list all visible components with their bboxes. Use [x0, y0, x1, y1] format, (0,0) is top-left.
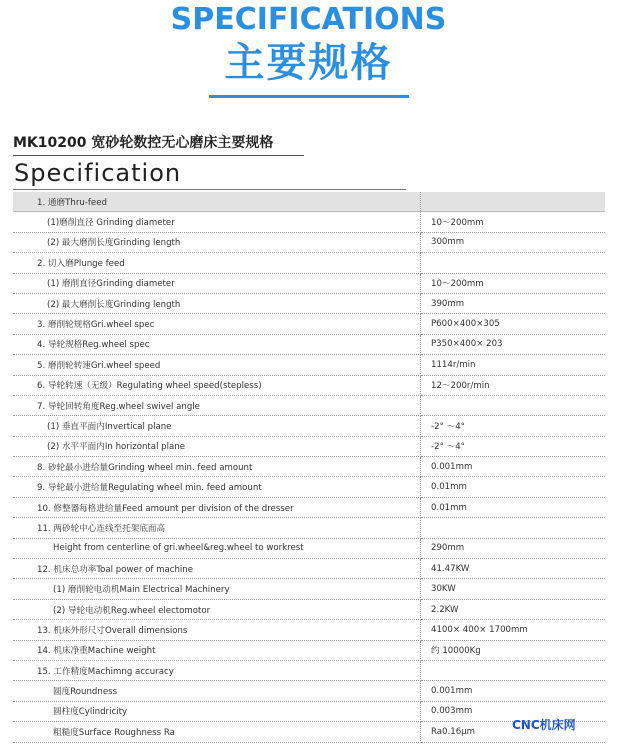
- spec-value: 1114r/min: [421, 355, 606, 375]
- spec-label: 5. 磨削轮转速Gri.wheel speed: [13, 355, 421, 375]
- spec-value: 300mm: [421, 232, 606, 252]
- spec-label: 圆柱度Cylindricity: [13, 701, 421, 721]
- spec-value: 4100× 400× 1700mm: [421, 620, 606, 640]
- spec-row: [13, 436, 605, 456]
- spec-value: 0.01mm: [421, 477, 606, 497]
- spec-row: [13, 620, 605, 640]
- spec-label: 1. 通磨Thru-feed: [13, 192, 421, 212]
- spec-value: [421, 395, 606, 415]
- spec-label: (2) 导轮电动机Reg.wheel electomotor: [13, 599, 421, 619]
- header-title-cn: 主要规格: [224, 40, 393, 86]
- spec-title: Specification: [14, 159, 182, 187]
- spec-value: 30KW: [421, 579, 606, 599]
- spec-label: 12. 机床总功率Toal power of machine: [13, 559, 421, 579]
- spec-table: [13, 192, 605, 743]
- spec-row: [13, 375, 605, 395]
- spec-row: [13, 681, 605, 701]
- spec-table-body: [13, 192, 605, 742]
- spec-value: P600×400×305: [421, 314, 606, 334]
- spec-label: 6. 导轮转速（无级）Regulating wheel speed(stepless): [13, 375, 421, 395]
- spec-row: [13, 192, 605, 212]
- spec-value: 0.001mm: [421, 457, 606, 477]
- model-title-underline: [13, 155, 304, 156]
- spec-label: (2) 最大磨削长度Grinding length: [13, 232, 421, 252]
- spec-value: 10～200mm: [421, 212, 606, 232]
- spec-value: -2° ～4°: [421, 416, 606, 436]
- spec-value: P350×400× 203: [421, 334, 606, 354]
- spec-label: 粗糙度Surface Roughness Ra: [13, 722, 421, 742]
- spec-label: (1) 磨削轮电动机Main Electrical Machinery: [13, 579, 421, 599]
- spec-row: [13, 314, 605, 334]
- spec-label: (1) 垂直平面内Invertical plane: [13, 416, 421, 436]
- spec-row: [13, 293, 605, 313]
- spec-row: [13, 579, 605, 599]
- spec-row: [13, 232, 605, 252]
- spec-label: (2) 最大磨削长度Grinding length: [13, 293, 421, 313]
- spec-label: 9. 导轮最小进给量Regulating wheel min. feed amount: [13, 477, 421, 497]
- spec-value: 0.01mm: [421, 497, 606, 517]
- spec-label: Height from centerline of gri.wheel&reg.wheel to workrest: [13, 538, 421, 558]
- spec-label: 15. 工作精度Machimng accuracy: [13, 660, 421, 680]
- spec-row: [13, 477, 605, 497]
- spec-row: [13, 599, 605, 619]
- model-title: MK10200 宽砂轮数控无心磨床主要规格: [13, 135, 274, 151]
- spec-label: 2. 切入磨Plunge feed: [13, 253, 421, 273]
- spec-value: [421, 660, 606, 680]
- spec-value: 290mm: [421, 538, 606, 558]
- spec-label: (1) 磨削直径Grinding diameter: [13, 273, 421, 293]
- header-underline: [209, 95, 409, 98]
- spec-label: 4. 导轮规格Reg.wheel spec: [13, 334, 421, 354]
- spec-row: [13, 497, 605, 517]
- spec-row: [13, 457, 605, 477]
- spec-row: [13, 273, 605, 293]
- spec-value: 0.003mm: [421, 701, 606, 721]
- spec-row: [13, 559, 605, 579]
- spec-row: [13, 416, 605, 436]
- spec-value: 41.47KW: [421, 559, 606, 579]
- spec-row: [13, 395, 605, 415]
- spec-value: 10～200mm: [421, 273, 606, 293]
- spec-value: 390mm: [421, 293, 606, 313]
- spec-value: [421, 253, 606, 273]
- spec-value: 约 10000Kg: [421, 640, 606, 660]
- spec-row: [13, 334, 605, 354]
- spec-label: 圆度Roundness: [13, 681, 421, 701]
- watermark: CNC机床网: [512, 718, 576, 732]
- spec-row: [13, 640, 605, 660]
- spec-label: 13. 机床外形尺寸Overall dimensions: [13, 620, 421, 640]
- spec-label: 3. 磨削轮规格Gri.wheel spec: [13, 314, 421, 334]
- spec-label: 10. 修整器每格进给量Feed amount per division of the dresser: [13, 497, 421, 517]
- spec-row: [13, 253, 605, 273]
- spec-label: 14. 机床净重Machine weight: [13, 640, 421, 660]
- spec-row: [13, 355, 605, 375]
- spec-row: [13, 212, 605, 232]
- spec-label: 7. 导轮回转角度Reg.wheel swivel angle: [13, 395, 421, 415]
- spec-value: [421, 192, 606, 212]
- spec-row: [13, 660, 605, 680]
- spec-value: 2.2KW: [421, 599, 606, 619]
- spec-label: (2) 水平平面内In horizontal plane: [13, 436, 421, 456]
- spec-label: 11. 两砂轮中心连线至托架底面高: [13, 518, 421, 538]
- spec-row: [13, 538, 605, 558]
- spec-row: [13, 518, 605, 538]
- spec-value: 12～200r/min: [421, 375, 606, 395]
- spec-value: 0.001mm: [421, 681, 606, 701]
- spec-value: Ra0.16μm: [421, 722, 606, 742]
- spec-value: -2° ～4°: [421, 436, 606, 456]
- spec-label: (1)磨削直径 Grinding diameter: [13, 212, 421, 232]
- header-title-en: SPECIFICATIONS: [170, 2, 447, 37]
- spec-value: [421, 518, 606, 538]
- spec-title-underline: [13, 189, 406, 190]
- spec-label: 8. 砂轮最小进给量Grinding wheel min. feed amount: [13, 457, 421, 477]
